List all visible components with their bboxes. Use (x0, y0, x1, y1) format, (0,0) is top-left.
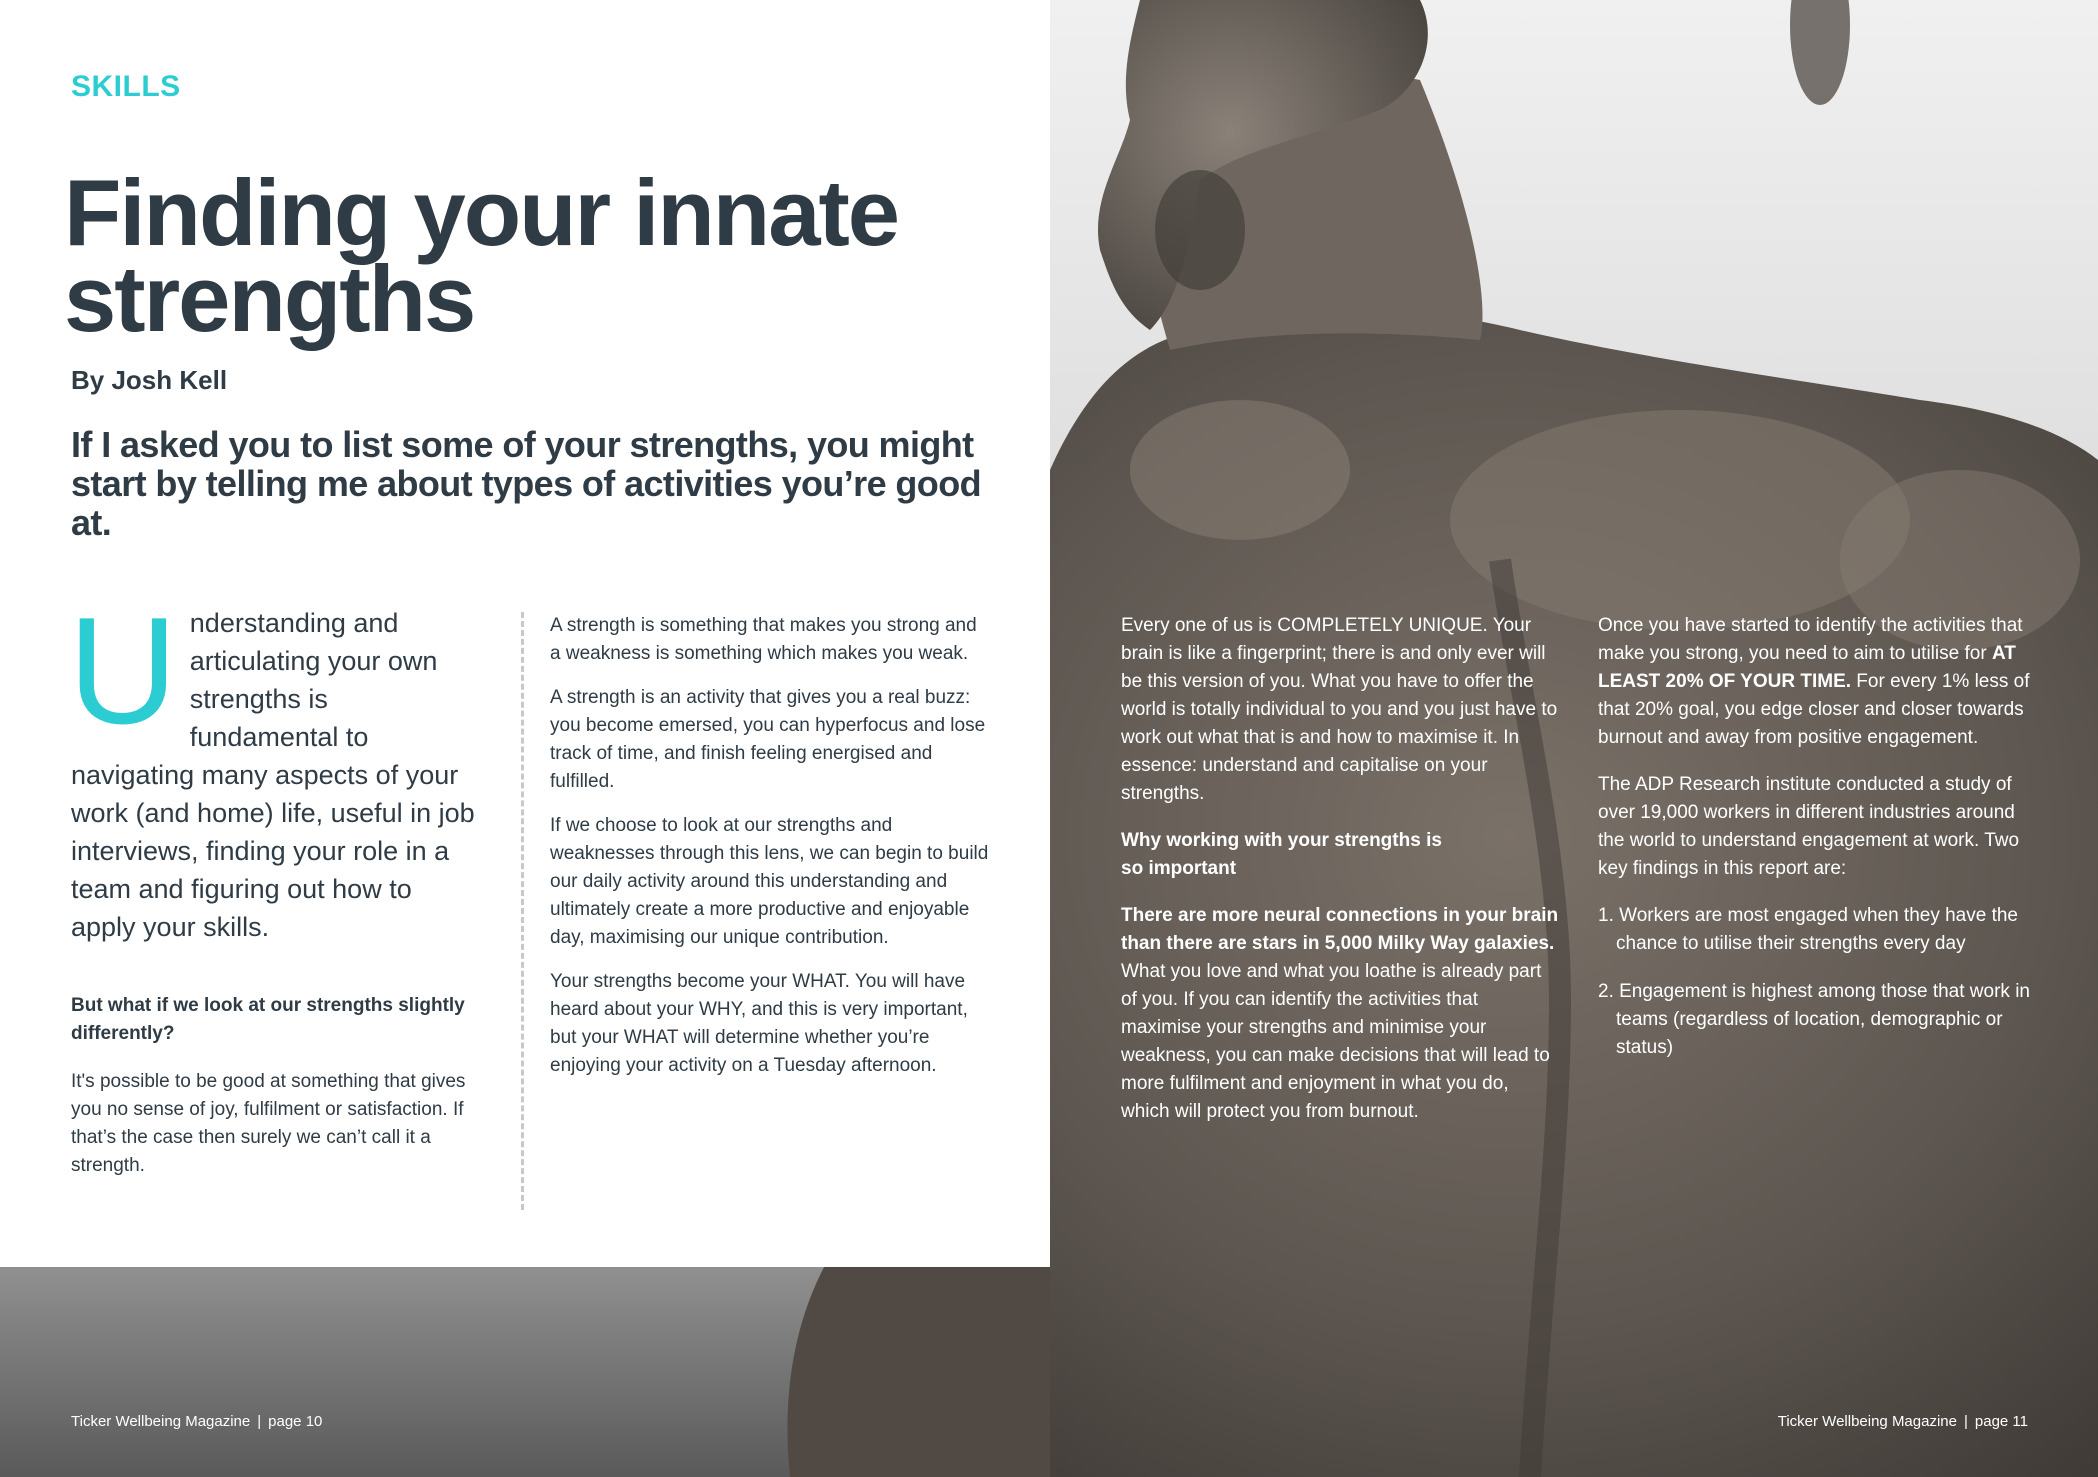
paragraph: Your strengths become your WHAT. You will have heard about your WHY, and this is very important, but your WHAT will determine whether you’re enjoying your activity on a Tuesday afternoon. (550, 971, 968, 1076)
drop-cap: U (68, 586, 178, 756)
page-number: page 11 (1974, 1413, 2028, 1430)
subheading: But what if we look at our strengths slightly differently? (71, 995, 465, 1044)
paragraph: A strength is an activity that gives you a real buzz: you become emersed, you can hyperfocus and lose track of time, and finish feeling energised and fulfilled. (550, 687, 986, 792)
column-3 (1121, 612, 1561, 1126)
left-page-panel (0, 0, 1050, 1267)
paragraph: It's possible to be good at something that gives you no sense of joy, fulfilment or satisfaction. If that’s the case then surely we can’t call it a strength. (71, 1071, 466, 1176)
column-4 (1598, 612, 2038, 1062)
intro-text: nderstanding and articulating your own strengths is fundamental to navigating many aspects of your work (and home) life, useful in job interviews, finding your role in a team and figuring out how to apply your skills. (71, 608, 475, 942)
section-label: SKILLS (71, 70, 181, 103)
paragraph: The ADP Research institute conducted a study of over 19,000 workers in different industries around the world to understand engagement at work. Two key findings in this report are: (1598, 774, 2020, 879)
byline: By Josh Kell (71, 365, 228, 395)
magazine-name: Ticker Wellbeing Magazine (1777, 1413, 1957, 1430)
footer-left (71, 1413, 322, 1430)
highlight-text: AT LEAST 20% OF YOUR TIME. (1598, 643, 2016, 692)
column-1 (68, 586, 481, 1180)
standfirst: If I asked you to list some of your strengths, you might start by telling me about types of activities you’re good at. (71, 424, 981, 543)
paragraph: There are more neural connections in your brain than there are stars in 5,000 Milky Way galaxies. What you love and what you loathe is already part of you. If you can identify the activities that maximise your strengths and minimise your weakness, you can make decisions that will lead to more fulfilment and enjoyment in what you do, which will protect you from burnout. (1121, 905, 1559, 1122)
paragraph: If we choose to look at our strengths and weaknesses through this lens, we can begin to build our daily activity around this understanding and ultimately create a more productive and enjoyable day, maximising our unique contribution. (550, 815, 989, 948)
column-divider (521, 612, 524, 1210)
list-item: 2. Engagement is highest among those that work in teams (regardless of location, demographic or status) (1598, 981, 2030, 1058)
page-number: page 10 (268, 1413, 323, 1430)
paragraph: Once you have started to identify the activities that make you strong, you need to aim to utilise for AT LEAST 20% OF YOUR TIME. For every 1% less of that 20% goal, you edge closer and closer towards burnout and away from positive engagement. (1598, 615, 2030, 748)
findings-list (1598, 902, 2038, 1062)
magazine-name: Ticker Wellbeing Magazine (71, 1413, 251, 1430)
highlight-text: There are more neural connections in your brain than there are stars in 5,000 Milky Way galaxies. (1121, 905, 1559, 954)
list-item: 1. Workers are most engaged when they have the chance to utilise their strengths every day (1598, 905, 2019, 954)
article-headline: Finding your innate strengths (64, 160, 899, 351)
subheading: Why working with your strengths is so important (1121, 830, 1442, 879)
paragraph: Every one of us is COMPLETELY UNIQUE. Your brain is like a fingerprint; there is and only ever will be this version of you. What you have to offer the world is totally individual to you and you just have to work out what that is and how to maximise it. In essence: understand and capitalise on your strengths. (1121, 615, 1558, 804)
footer-right (1778, 1413, 2028, 1430)
paragraph: A strength is something that makes you strong and a weakness is something which makes you weak. (550, 615, 977, 664)
intro-paragraph (68, 586, 481, 946)
column-2 (550, 612, 990, 1080)
footer-separator: | (1963, 1413, 1968, 1430)
footer-separator: | (257, 1413, 262, 1430)
